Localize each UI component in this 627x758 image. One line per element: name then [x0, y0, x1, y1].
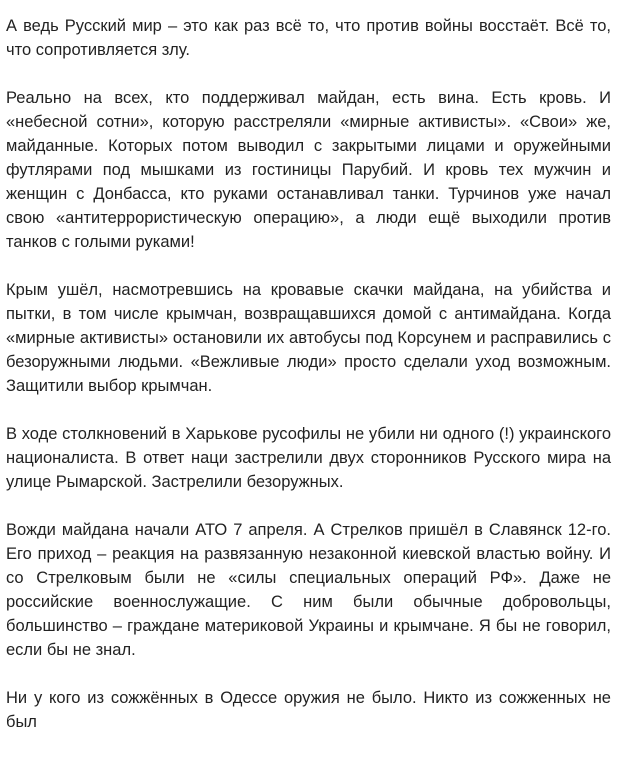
paragraph-5: Вожди майдана начали АТО 7 апреля. А Стрелков пришёл в Славянск 12-го. Его приход – реакция на развязанную незаконной киевской властью войну. И со Стрелковым были не «силы специальных операций РФ». Даже не российские военнослужащие. С ним были обычные добровольцы, большинство – граждане материковой Украины и крымчане. Я бы не говорил, если бы не знал. — [6, 521, 611, 659]
paragraph-1: А ведь Русский мир – это как раз всё то, что против войны восстаёт. Всё то, что сопротивляется злу. — [6, 17, 611, 59]
paragraph-6: Ни у кого из сожжённых в Одессе оружия не было. Никто из сожженных не был — [6, 689, 611, 731]
paragraph-3: Крым ушёл, насмотревшись на кровавые скачки майдана, на убийства и пытки, в том числе крымчан, возвращавшихся домой с антимайдана. Когда «мирные активисты» остановили их автобусы под Корсунем и расправились с безоружными людьми. «Вежливые люди» просто сделали уход возможным. Защитили выбор крымчан. — [6, 281, 611, 395]
paragraph-2: Реально на всех, кто поддерживал майдан, есть вина. Есть кровь. И «небесной сотни», которую расстреляли «мирные активисты». «Свои» же, майданные. Которых потом выводил с закрытыми лицами и оружейными футлярами под мышками из гостиницы Парубий. И кровь тех мужчин и женщин с Донбасса, кто руками останавливал танки. Турчинов уже начал свою «антитеррористическую операцию», а люди ещё выходили против танков с голыми руками! — [6, 89, 611, 251]
article-body — [6, 14, 611, 758]
paragraph-4: В ходе столкновений в Харькове русофилы не убили ни одного (!) украинского националиста. В ответ наци застрелили двух сторонников Русского мира на улице Рымарской. Застрелили безоружных. — [6, 425, 611, 491]
